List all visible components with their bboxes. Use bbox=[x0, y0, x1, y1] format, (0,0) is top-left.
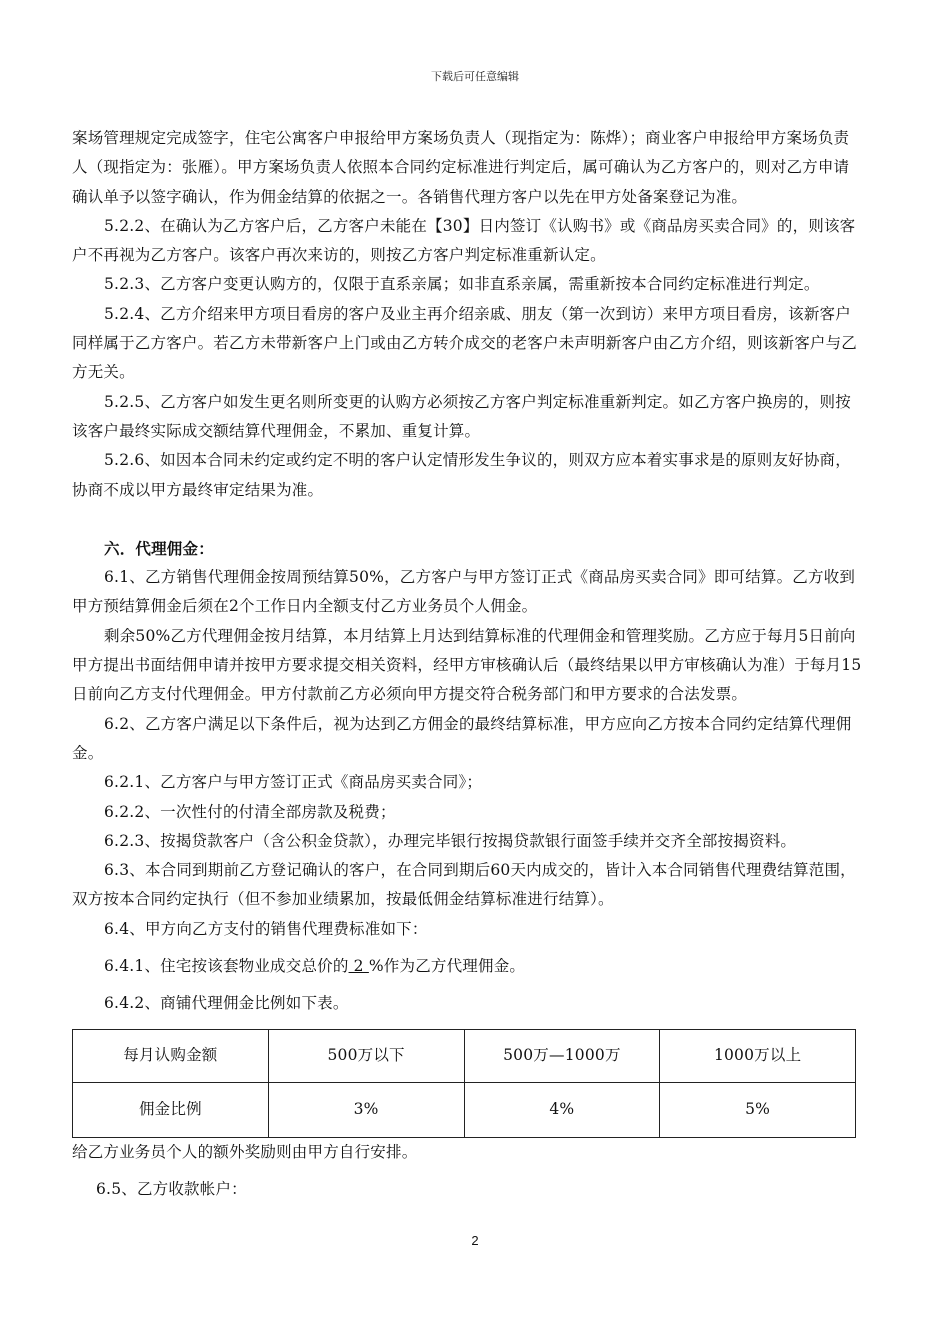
table-cell: 1000万以上 bbox=[660, 1029, 856, 1082]
after-table-note: 给乙方业务员个人的额外奖励则由甲方自行安排。 bbox=[72, 1142, 418, 1161]
clause-6-3: 6.3、本合同到期前乙方登记确认的客户，在合同到期后60天内成交的，皆计入本合同销售代理费结算范围，双方按本合同约定执行（但不参加业绩累加，按最低佣金结算标准进行结算）。 bbox=[72, 861, 856, 909]
table-header-row bbox=[73, 1029, 856, 1082]
table-cell: 3% bbox=[268, 1082, 464, 1137]
clause-6-2-3: 6.2.3、按揭贷款客户（含公积金贷款），办理完毕银行按揭贷款银行面签手续并交齐全部按揭资料。 bbox=[104, 831, 797, 850]
section-title: 六．代理佣金： bbox=[104, 538, 214, 558]
clause-5-2-3: 5.2.3、乙方客户变更认购方的，仅限于直系亲属；如非直系亲属，需重新按本合同约定标准进行判定。 bbox=[104, 275, 820, 294]
page-header: 下载后可任意编辑 bbox=[431, 70, 519, 83]
clause-6-4: 6.4、甲方向乙方支付的销售代理费标准如下： bbox=[104, 919, 428, 938]
commission-table bbox=[72, 1029, 856, 1138]
document-body bbox=[72, 124, 862, 1204]
clause-5-2-4: 5.2.4、乙方介绍来甲方项目看房的客户及业主再介绍亲戚、朋友（第一次到访）来甲方项目看房，该新客户同样属于乙方客户。若乙方未带新客户上门或由乙方转介成交的老客户未声明新客户由乙方介绍，则该新客户与乙方无关。 bbox=[72, 304, 858, 382]
clause-6-1-remaining: 剩余50%乙方代理佣金按月结算，本月结算上月达到结算标准的代理佣金和管理奖励。乙方应于每月5日前向甲方提出书面结佣申请并按甲方要求提交相关资料，经甲方审核确认后（最终结果以甲方审核确认为准）于每月15日前向乙方支付代理佣金。甲方付款前乙方必须向甲方提交符合税务部门和甲方要求的合法发票。 bbox=[72, 626, 862, 704]
paragraph-continued: 案场管理规定完成签字，住宅公寓客户申报给甲方案场负责人（现指定为：陈烨）；商业客户申报给甲方案场负责人（现指定为：张雁）。甲方案场负责人依照本合同约定标准进行判定后，属可确认为乙方客户的，则对乙方申请确认单予以签字确认，作为佣金结算的依据之一。各销售代理方客户以先在甲方处备案登记为准。 bbox=[72, 129, 850, 206]
clause-6-1: 6.1、乙方销售代理佣金按周预结算50%，乙方客户与甲方签订正式《商品房买卖合同》即可结算。乙方收到甲方预结算佣金后须在2个工作日内全额支付乙方业务员个人佣金。 bbox=[72, 568, 856, 616]
table-cell: 500万—1000万 bbox=[464, 1029, 660, 1082]
table-row bbox=[73, 1082, 856, 1137]
page-number: 2 bbox=[471, 1233, 479, 1248]
clause-6-5: 6.5、乙方收款帐户： bbox=[96, 1179, 247, 1198]
clause-5-2-6: 5.2.6、如因本合同未约定或约定不明的客户认定情形发生争议的，则双方应本着实事求是的原则友好协商，协商不成以甲方最终审定结果为准。 bbox=[72, 451, 851, 499]
clause-6-4-2: 6.4.2、商铺代理佣金比例如下表。 bbox=[104, 994, 349, 1013]
clause-6-4-1 bbox=[72, 952, 862, 981]
clause-6-2: 6.2、乙方客户满足以下条件后，视为达到乙方佣金的最终结算标准，甲方应向乙方按本合同约定结算代理佣金。 bbox=[72, 714, 852, 762]
clause-6-4-1-suffix: %作为乙方代理佣金。 bbox=[368, 957, 526, 976]
clause-6-2-1: 6.2.1、乙方客户与甲方签订正式《商品房买卖合同》； bbox=[104, 773, 483, 792]
clause-5-2-5: 5.2.5、乙方客户如发生更名则所变更的认购方必须按乙方客户判定标准重新判定。如乙方客户换房的，则按该客户最终实际成交额结算代理佣金，不累加、重复计算。 bbox=[72, 392, 851, 440]
table-cell: 佣金比例 bbox=[73, 1082, 269, 1137]
table-cell: 5% bbox=[660, 1082, 856, 1137]
table-cell: 每月认购金额 bbox=[73, 1029, 269, 1082]
commission-rate-value: 2 bbox=[348, 957, 369, 976]
clause-5-2-2: 5.2.2、在确认为乙方客户后，乙方客户未能在【30】日内签订《认购书》或《商品房买卖合同》的，则该客户不再视为乙方客户。该客户再次来访的，则按乙方客户判定标准重新认定。 bbox=[72, 216, 856, 265]
clause-6-2-2: 6.2.2、一次性付的付清全部房款及税费； bbox=[104, 802, 396, 821]
table-cell: 4% bbox=[464, 1082, 660, 1137]
clause-6-4-1-prefix: 6.4.1、住宅按该套物业成交总价的 bbox=[104, 957, 349, 976]
table-cell: 500万以下 bbox=[268, 1029, 464, 1082]
